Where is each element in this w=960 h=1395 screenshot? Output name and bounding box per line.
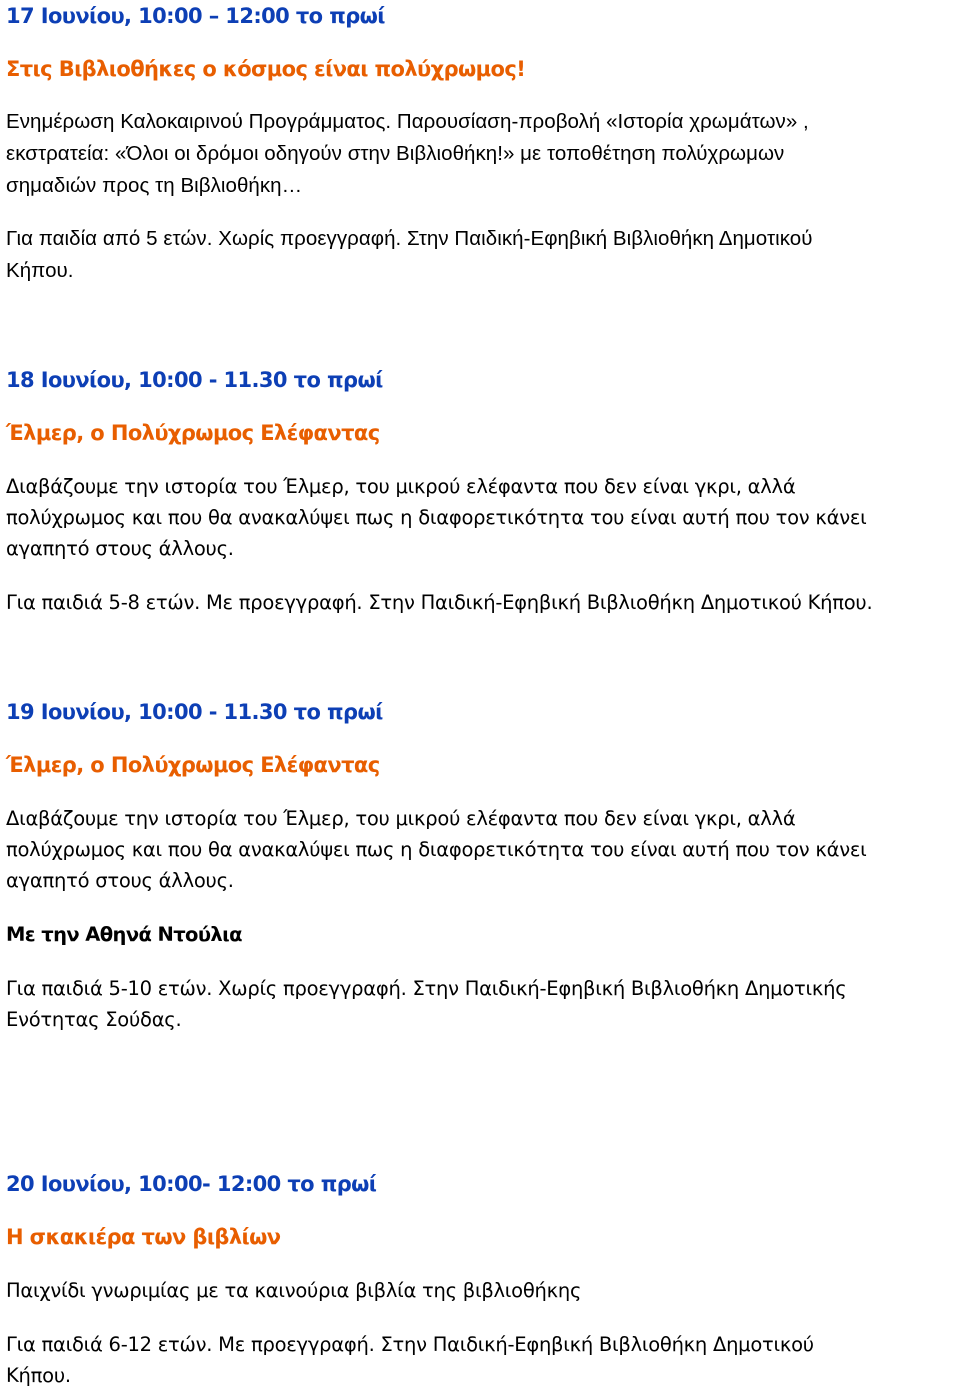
event-description-line: σημαδιών προς τη Βιβλιοθήκη… <box>6 174 303 197</box>
event-title: Η σκακιέρα των βιβλίων <box>6 1225 281 1249</box>
event-info-line: Κήπου. <box>6 259 74 282</box>
event-description-line: Διαβάζουμε την ιστορία του Έλμερ, του μικρού ελέφαντα που δεν είναι γκρι, αλλά <box>6 807 796 830</box>
event-description-line: αγαπητό στους άλλους. <box>6 869 234 892</box>
event-info-line: Κήπου. <box>6 1364 71 1387</box>
event-description-line: Διαβάζουμε την ιστορία του Έλμερ, του μικρού ελέφαντα που δεν είναι γκρι, αλλά <box>6 475 796 498</box>
event-date: 20 Ιουνίου, 10:00- 12:00 το πρωί <box>6 1172 377 1196</box>
event-description-line: εκστρατεία: «Όλοι οι δρόμοι οδηγούν στην Βιβλιοθήκη!» με τοποθέτηση πολύχρωμων <box>6 142 785 165</box>
event-info-line: Για παιδιά 5-10 ετών. Χωρίς προεγγραφή. Στην Παιδική-Εφηβική Βιβλιοθήκη Δημοτικής <box>6 977 847 1000</box>
event-description-line: πολύχρωμος και που θα ανακαλύψει πως η διαφορετικότητα του είναι αυτή που τον κάνει <box>6 506 867 529</box>
event-date: 17 Ιουνίου, 10:00 – 12:00 το πρωί <box>6 4 385 28</box>
event-description-line: Ενημέρωση Καλοκαιρινού Προγράμματος. Παρουσίαση-προβολή «Ιστορία χρωμάτων» , <box>6 110 809 133</box>
event-info-line: Για παιδία από 5 ετών. Χωρίς προεγγραφή. Στην Παιδική-Εφηβική Βιβλιοθήκη Δημοτικού <box>6 227 813 250</box>
event-date: 18 Ιουνίου, 10:00 - 11.30 το πρωί <box>6 368 383 392</box>
event-date: 19 Ιουνίου, 10:00 - 11.30 το πρωί <box>6 700 383 724</box>
event-description-line: Παιχνίδι γνωριμίας με τα καινούρια βιβλία της βιβλιοθήκης <box>6 1279 582 1302</box>
event-description-line: πολύχρωμος και που θα ανακαλύψει πως η διαφορετικότητα του είναι αυτή που τον κάνει <box>6 838 867 861</box>
event-info-line: Για παιδιά 5-8 ετών. Με προεγγραφή. Στην Παιδική-Εφηβική Βιβλιοθήκη Δημοτικού Κήπου. <box>6 591 873 614</box>
event-info-line: Για παιδιά 6-12 ετών. Με προεγγραφή. Στην Παιδική-Εφηβική Βιβλιοθήκη Δημοτικού <box>6 1333 814 1356</box>
event-title: Έλμερ, ο Πολύχρωμος Ελέφαντας <box>6 753 380 777</box>
event-presenter: Με την Αθηνά Ντούλια <box>6 923 242 946</box>
event-description-line: αγαπητό στους άλλους. <box>6 537 234 560</box>
event-title: Έλμερ, ο Πολύχρωμος Ελέφαντας <box>6 421 380 445</box>
event-title: Στις Βιβλιοθήκες ο κόσμος είναι πολύχρωμος! <box>6 57 526 81</box>
event-info-line: Ενότητας Σούδας. <box>6 1008 182 1031</box>
